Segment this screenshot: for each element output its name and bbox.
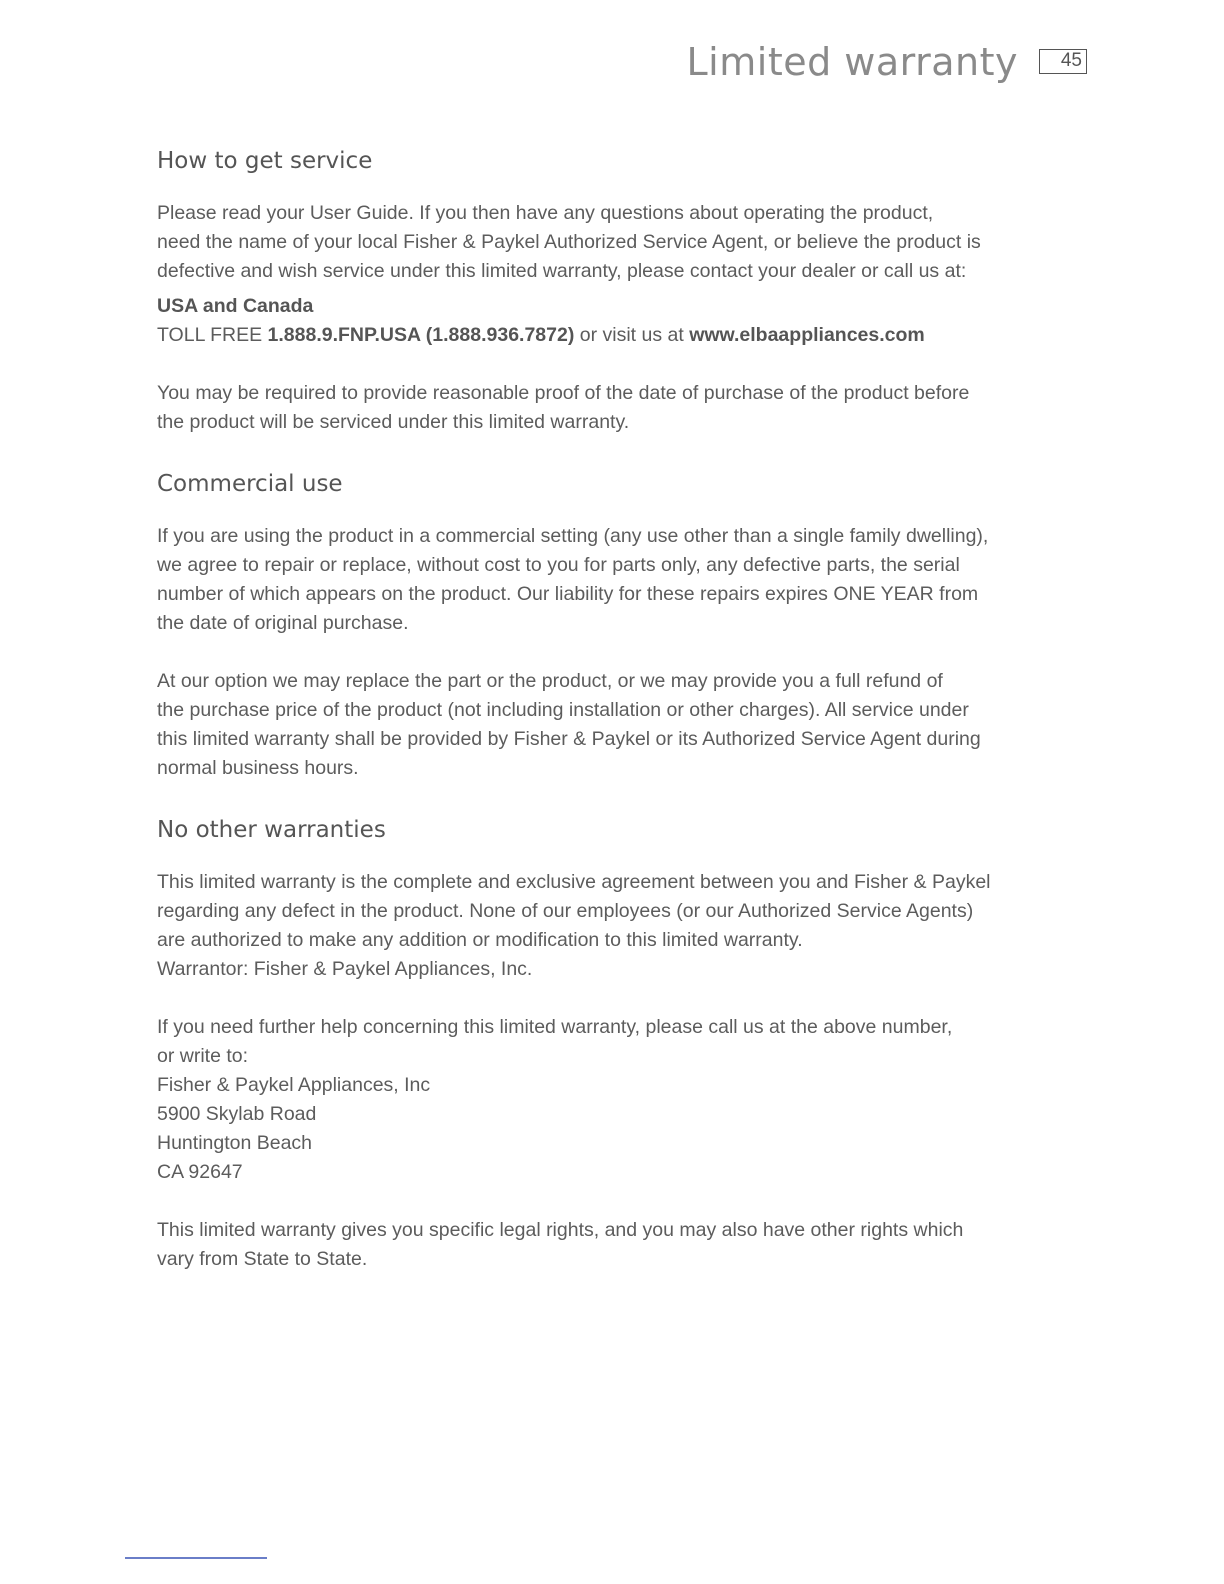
footer-rule	[125, 1557, 267, 1559]
paragraph-service-intro: Please read your User Guide. If you then have any questions about operating the product, need the name of your local Fisher & Paykel Authorized Service Agent, or believe the product is defective and wish service under this limited warranty, please contact your dealer or call us at:	[157, 202, 981, 282]
region-heading: USA and Canada	[157, 295, 314, 317]
page-number-box: 45	[1039, 49, 1087, 74]
document-body	[157, 148, 1097, 1274]
phone-number: 1.888.9.FNP.USA (1.888.936.7872)	[267, 324, 575, 346]
paragraph-commercial-1: If you are using the product in a commercial setting (any use other than a single family dwelling), we agree to repair or replace, without cost to you for parts only, any defective parts, the serial number of which appears on the product. Our liability for these repairs expires ONE YEAR from the date of original purchase.	[157, 525, 989, 634]
paragraph-proof-of-purchase: You may be required to provide reasonable proof of the date of purchase of the product before the product will be serviced under this limited warranty.	[157, 382, 970, 433]
heading-no-other-warranties: No other warranties	[157, 817, 386, 843]
visit-text: or visit us at	[574, 324, 690, 346]
heading-commercial-use: Commercial use	[157, 471, 343, 497]
paragraph-no-other-1: This limited warranty is the complete and exclusive agreement between you and Fisher & Paykel regarding any defect in the product. None of our employees (or our Authorized Service Agents) are authorized to make any addition or modification to this limited warranty. Warrantor: Fisher & Paykel Appliances, Inc.	[157, 871, 991, 980]
paragraph-commercial-2: At our option we may replace the part or the product, or we may provide you a full refund of the purchase price of the product (not including installation or other charges). All service under this limited warranty shall be provided by Fisher & Paykel or its Authorized Service Agent during normal business hours.	[157, 670, 981, 779]
paragraph-no-other-2-address: If you need further help concerning this limited warranty, please call us at the above number, or write to: Fisher & Paykel Appliances, Inc 5900 Skylab Road Huntington Beach CA 92647	[157, 1016, 953, 1183]
contact-line	[157, 321, 1097, 350]
website-link[interactable]: www.elbaappliances.com	[689, 324, 925, 346]
page-header-title: Limited warranty	[686, 40, 1018, 84]
heading-how-to-get-service: How to get service	[157, 148, 373, 174]
toll-free-label: TOLL FREE	[157, 324, 268, 346]
paragraph-no-other-3: This limited warranty gives you specific legal rights, and you may also have other rights which vary from State to State.	[157, 1219, 964, 1270]
